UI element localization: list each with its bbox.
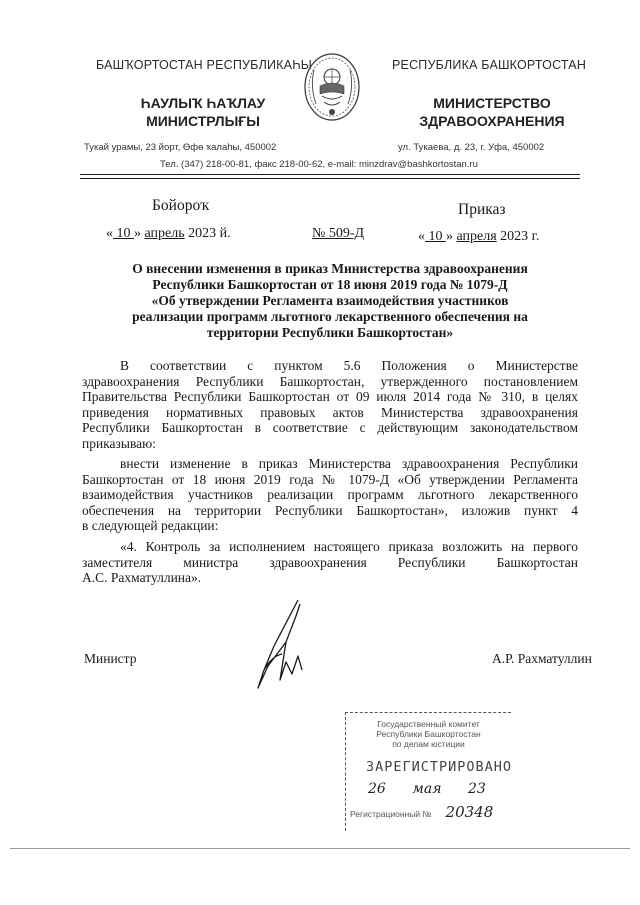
date-right: « 10 » апреля 2023 г. [418,229,540,244]
stamp-reg-number-row [346,803,511,822]
para1-line: приведения нормативных правовых актов Министерства здравоохранения [82,404,578,420]
para3-line: «4. Контроль за исполнением настоящего приказа возложить на первого [120,539,578,554]
para1-line: приказываю: [82,435,156,451]
doc-number-text: № 509-Д [312,226,365,241]
body-paragraph-1 [82,358,578,451]
header-right-address: ул. Тукаева, д. 23, г. Уфа, 450002 [398,142,545,153]
para2-line: внести изменение в приказ Министерства здравоохранения Республики [120,456,578,471]
header-divider-thin [80,178,580,179]
title-line-3: «Об утверждении Регламента взаимодействия участников [151,293,509,308]
date-left-month: апрель [144,226,185,241]
stamp-reg-label: Регистрационный № [350,809,432,819]
para1-line: В соответствии с пунктом 5.6 Положения о Министерстве [120,358,578,373]
document-title [100,261,560,341]
header-contacts: Тел. (347) 218-00-81, факс 218-00-62, e-mail: minzdrav@bashkortostan.ru [160,159,478,170]
para2-line: взаимодействия участников реализации программ льготного лекарственного [82,487,578,502]
stamp-line-2: Республики Башкортостан [376,729,481,739]
header-left-ministry-line2: МИНИСТРЛЫҒЫ [146,113,260,129]
title-line-2: Республики Башкортостан от 18 июня 2019 года № 1079-Д [152,277,508,292]
header-right-republic: РЕСПУБЛИКА БАШКОРТОСТАН [392,58,587,72]
stamp-reg-day: 26 [368,781,386,797]
header-right-ministry [412,94,572,130]
coat-of-arms-emblem [302,50,362,124]
para3-line: заместителя министра здравоохранения Республики Башкортостан [82,554,578,570]
signatory-name: А.Р. Рахматуллин [492,651,592,666]
title-line-4: реализации программ льготного лекарственного обеспечения на [132,309,528,324]
date-right-day: 10 [428,229,443,244]
scan-edge-line [10,848,630,849]
date-left: « 10 » апрель 2023 й. [106,226,231,241]
date-right-year: 2023 г. [500,229,540,244]
header-left-ministry-line1: ҺАУЛЫҠ ҺАҠЛАУ [140,95,266,111]
stamp-registered: ЗАРЕГИСТРИРОВАНО [366,759,513,775]
doc-label-left: Бойороҡ [152,197,210,214]
date-left-year: 2023 й. [188,226,231,241]
doc-label-right: Приказ [458,201,506,218]
stamp-reg-year: 23 [467,781,486,797]
para1-line: Республики Башкортостан в соответствие с действующим законодательством [82,420,578,435]
header-left-republic: БАШҠОРТОСТАН РЕСПУБЛИКАҺЫ [96,58,312,72]
header-right-ministry-line1: МИНИСТЕРСТВО [433,95,551,111]
stamp-reg-date [368,781,511,797]
para2-line: в следующей редакции: [82,518,219,533]
signatory-position: Министр [84,651,137,666]
para3-line: А.С. Рахматуллина». [82,570,202,585]
title-line-5: территории Республики Башкортостан» [206,325,454,340]
registration-stamp [345,712,511,831]
para1-line: Правительства Республики Башкортостан от 09 июля 2014 года № 310, в целях [82,389,578,404]
doc-number [312,226,364,242]
date-left-day: 10 [116,226,131,241]
handwritten-signature [228,596,328,696]
header-left-ministry [128,94,278,130]
body-paragraph-3 [82,539,578,586]
para1-line: здравоохранения Республики Башкортостан, утвержденного постановлением [82,373,578,389]
header-left-address: Тукай урамы, 23 йорт, Өфө ҡалаһы, 450002 [84,142,277,153]
stamp-line-3: по делам юстиции [392,739,465,749]
stamp-reg-month: мая [412,781,442,797]
title-line-1: О внесении изменения в приказ Министерства здравоохранения [132,261,528,276]
header-divider-thick [80,174,580,175]
para2-line: Башкортостан от 18 июня 2019 года № 1079-Д «Об утверждении Регламента [82,471,578,487]
stamp-line-1: Государственный комитет [377,719,480,729]
para2-line: обеспечения на территории Республики Башкортостан», изложив пункт 4 [82,502,578,518]
header-right-ministry-line2: ЗДРАВООХРАНЕНИЯ [419,113,565,129]
date-right-month: апреля [456,229,497,244]
body-paragraph-2 [82,456,578,534]
stamp-reg-number: 20348 [445,803,494,821]
